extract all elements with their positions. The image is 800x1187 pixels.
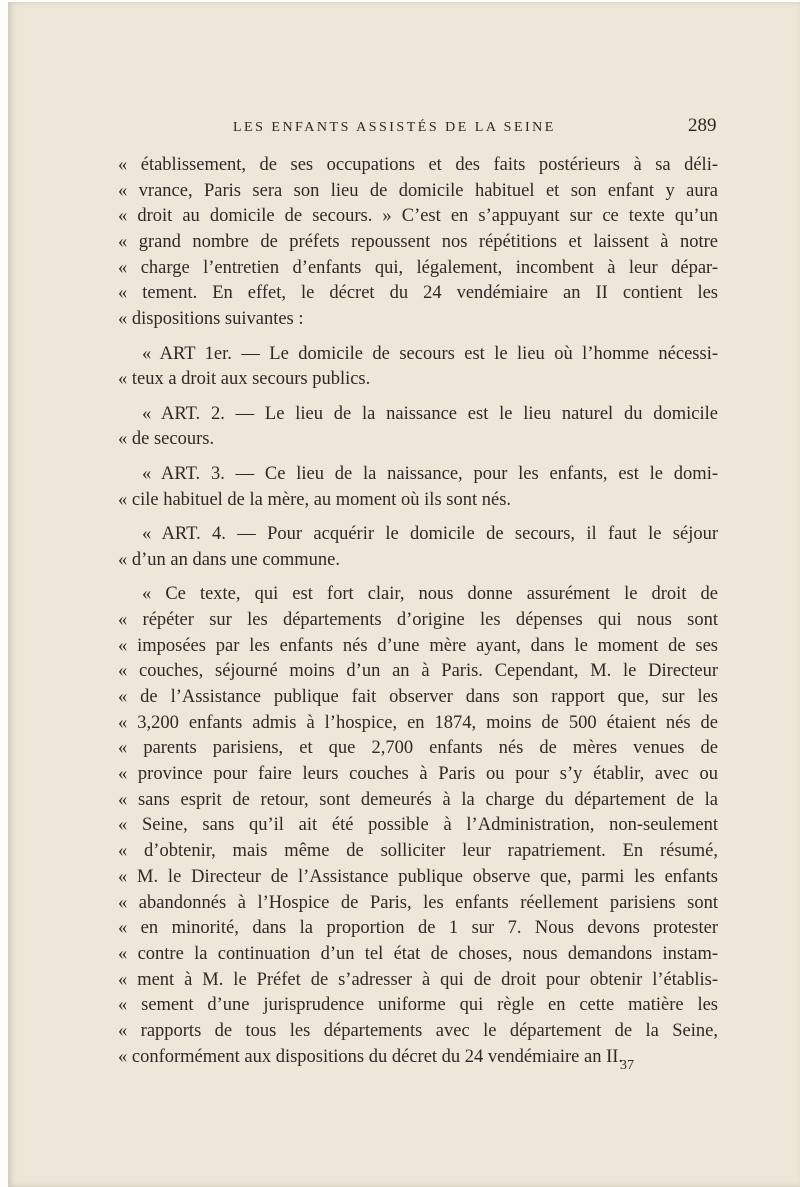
- page-number: 289: [688, 115, 717, 136]
- book-page: [8, 2, 800, 1187]
- text-line: « tement. En effet, le décret du 24 vendémiaire an II contient les: [118, 283, 718, 304]
- text-line: « M. le Directeur de l’Assistance publique observe que, parmi les enfants: [118, 866, 718, 887]
- paragraph-gap: [118, 574, 718, 583]
- text-line: « ART. 3. — Ce lieu de la naissance, pour les enfants, est le domi-: [142, 463, 718, 484]
- paragraph-gap: [118, 453, 718, 462]
- text-line: « Seine, sans qu’il ait été possible à l’Administration, non-seulement: [118, 815, 718, 836]
- running-title: LES ENFANTS ASSISTÉS DE LA SEINE: [233, 120, 556, 135]
- text-line: « ART. 2. — Le lieu de la naissance est le lieu naturel du domicile: [142, 403, 718, 424]
- text-line: « charge l’entretien d’enfants qui, légalement, incombent à leur dépar-: [118, 257, 718, 278]
- text-line: « grand nombre de préfets repoussent nos répétitions et laissent à notre: [118, 232, 718, 253]
- body-text: [118, 153, 718, 1070]
- text-line: « teux a droit aux secours publics.: [118, 369, 371, 390]
- text-line: « vrance, Paris sera son lieu de domicile habituel et son enfant y aura: [118, 180, 718, 201]
- text-line: « rapports de tous les départements avec le département de la Seine,: [118, 1020, 718, 1041]
- text-line: « ART. 4. — Pour acquérir le domicile de secours, il faut le séjour: [142, 524, 718, 545]
- text-line: « de l’Assistance publique fait observer dans son rapport que, sur les: [118, 687, 718, 708]
- paragraph-gap: [118, 513, 718, 522]
- text-line: « sans esprit de retour, sont demeurés à la charge du département de la: [118, 789, 718, 810]
- text-line: « imposées par les enfants nés d’une mère ayant, dans le moment de ses: [118, 635, 718, 656]
- text-line: « 3,200 enfants admis à l’hospice, en 1874, moins de 500 étaient nés de: [118, 712, 718, 733]
- text-line: « en minorité, dans la proportion de 1 sur 7. Nous devons protester: [118, 918, 718, 939]
- text-line: « sement d’une jurisprudence uniforme qui règle en cette matière les: [118, 995, 718, 1016]
- paragraph-gap: [118, 333, 718, 342]
- text-line: « dispositions suivantes :: [118, 309, 304, 330]
- text-line: « province pour faire leurs couches à Paris ou pour s’y établir, avec ou: [118, 764, 718, 785]
- text-line: « conformément aux dispositions du décret du 24 vendémiaire an II.: [118, 1046, 624, 1067]
- text-line: « couches, séjourné moins d’un an à Paris. Cependant, M. le Directeur: [118, 661, 718, 682]
- signature-mark: 37: [620, 1058, 634, 1073]
- text-line: « ART 1er. — Le domicile de secours est le lieu où l’homme nécessi-: [142, 343, 718, 364]
- text-line: « cile habituel de la mère, au moment où ils sont nés.: [118, 489, 512, 510]
- paragraph-gap: [118, 393, 718, 402]
- text-line: « d’un an dans une commune.: [118, 549, 340, 570]
- text-line: « abandonnés à l’Hospice de Paris, les enfants réellement parisiens sont: [118, 892, 718, 913]
- text-line: « parents parisiens, et que 2,700 enfants nés de mères venues de: [118, 738, 718, 759]
- text-line: « de secours.: [118, 429, 215, 450]
- text-line: « répéter sur les départements d’origine les dépenses qui nous sont: [118, 609, 718, 630]
- text-line: « Ce texte, qui est fort clair, nous donne assurément le droit de: [142, 584, 718, 605]
- text-line: « ment à M. le Préfet de s’adresser à qui de droit pour obtenir l’établis-: [118, 969, 718, 990]
- page-header: [8, 114, 800, 144]
- text-line: « contre la continuation d’un tel état de choses, nous demandons instam-: [118, 943, 718, 964]
- text-line: « établissement, de ses occupations et des faits postérieurs à sa déli-: [118, 155, 718, 175]
- text-line: « droit au domicile de secours. » C’est en s’appuyant sur ce texte qu’un: [118, 206, 718, 227]
- text-line: « d’obtenir, mais même de solliciter leur rapatriement. En résumé,: [118, 841, 718, 862]
